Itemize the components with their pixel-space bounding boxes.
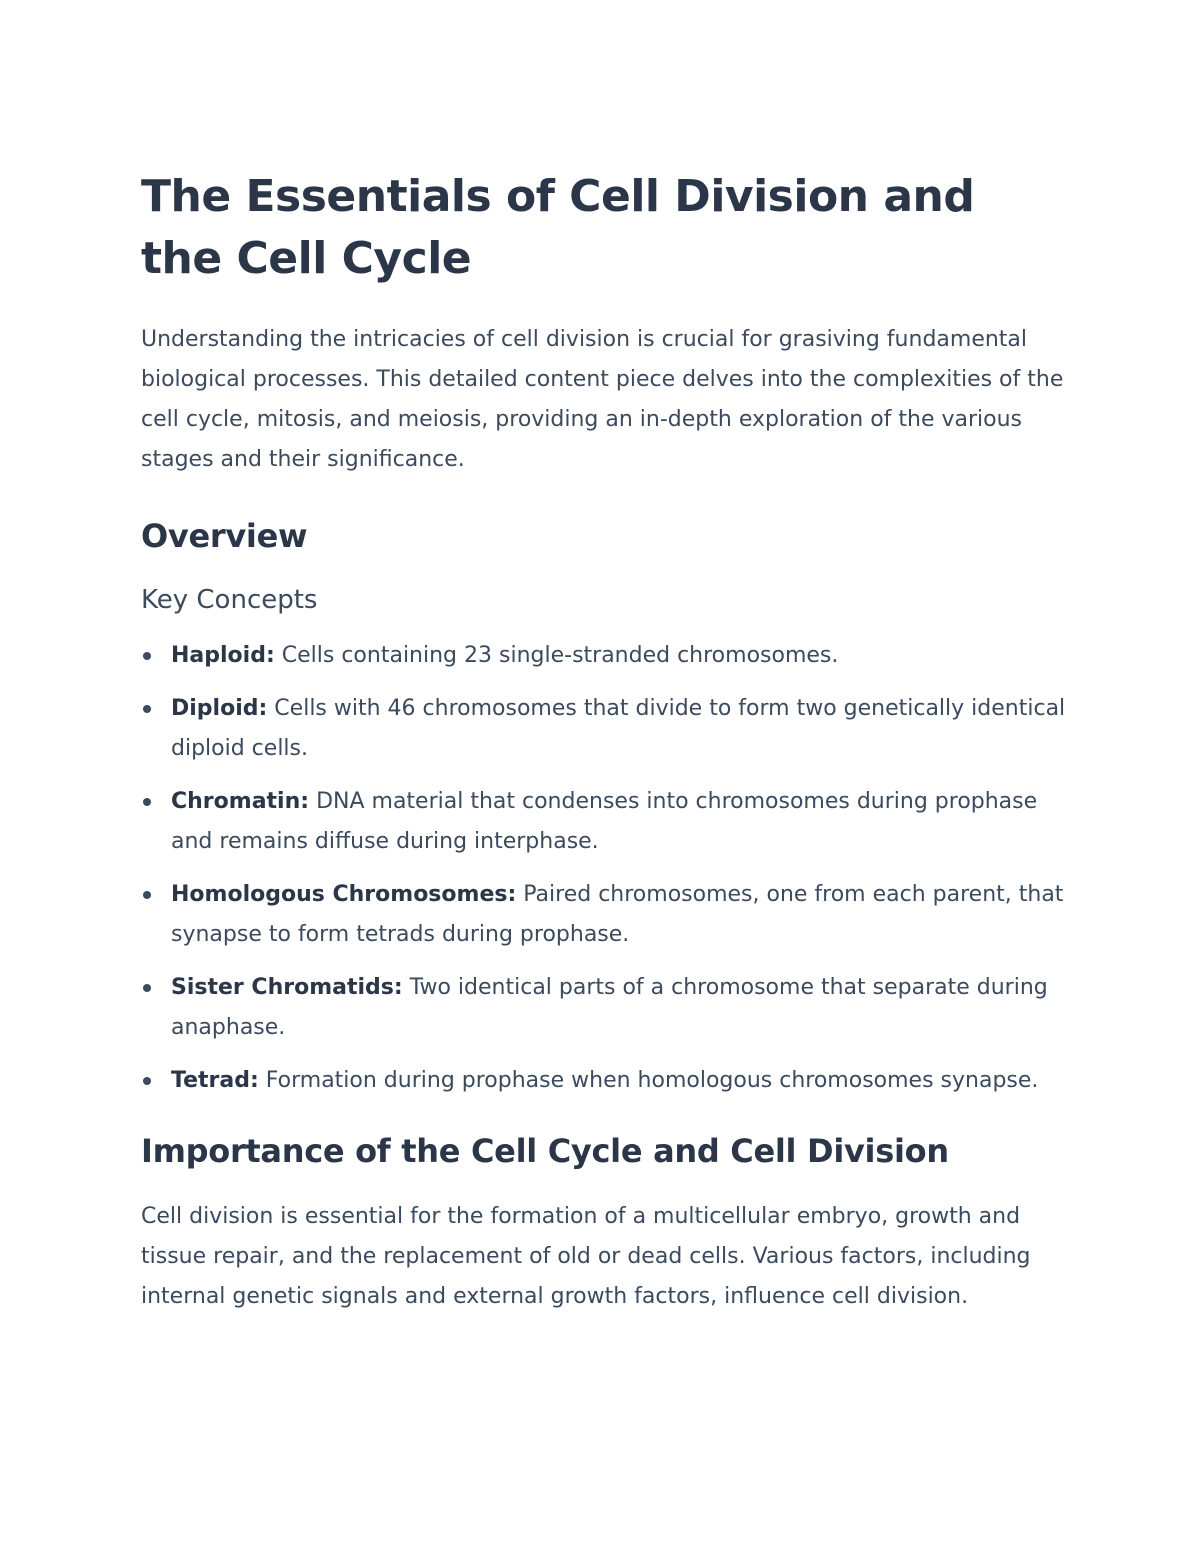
concept-separator: :: [300, 789, 310, 814]
concept-term: Chromatin: [171, 789, 301, 814]
document-page: [141, 166, 1066, 1317]
concept-definition: Cells containing 23 single-stranded chromosomes.: [274, 643, 839, 668]
concept-definition: Formation during prophase when homologous chromosomes synapse.: [258, 1068, 1039, 1093]
concept-term: Homologous Chromosomes: [171, 882, 508, 907]
overview-heading: Overview: [141, 517, 308, 555]
list-item-tetrad: [141, 1061, 1066, 1101]
list-item-sister-chromatids: [141, 968, 1066, 1048]
intro-paragraph: Understanding the intricacies of cell division is crucial for grasiving fundamental biological processes. This detailed content piece delves into the complexities of the cell cycle, mitosis, and meiosis, providing an in-depth exploration of the various stages and their significance.: [141, 327, 1064, 472]
bullet-icon: [143, 984, 151, 992]
importance-paragraph: Cell division is essential for the formation of a multicellular embryo, growth and tissue repair, and the replacement of old or dead cells. Various factors, including internal genetic signals and external growth factors, influence cell division.: [141, 1204, 1031, 1309]
key-concepts-heading: Key Concepts: [141, 585, 318, 615]
list-item-diploid: [141, 689, 1066, 769]
bullet-icon: [143, 652, 151, 660]
list-item-homologous-chromosomes: [141, 875, 1066, 955]
concept-term: Sister Chromatids: [171, 975, 394, 1000]
concept-separator: :: [265, 643, 275, 668]
concept-separator: :: [393, 975, 403, 1000]
list-item-haploid: [141, 636, 1066, 676]
concept-definition: Cells with 46 chromosomes that divide to form two genetically identical diploid cells.: [171, 696, 1066, 761]
importance-heading: Importance of the Cell Cycle and Cell Division: [141, 1132, 949, 1170]
concept-term: Haploid: [171, 643, 266, 668]
concept-separator: :: [249, 1068, 259, 1093]
list-item-chromatin: [141, 782, 1066, 862]
bullet-icon: [143, 1077, 151, 1085]
concept-term: Tetrad: [171, 1068, 250, 1093]
page-title: The Essentials of Cell Division and the Cell Cycle: [141, 171, 975, 284]
bullet-icon: [143, 891, 151, 899]
concept-definition: Paired chromosomes, one from each parent, that synapse to form tetrads during prophase.: [171, 882, 1064, 947]
concept-separator: :: [507, 882, 517, 907]
concept-definition: DNA material that condenses into chromosomes during prophase and remains diffuse during interphase.: [171, 789, 1038, 854]
bullet-icon: [143, 705, 151, 713]
concept-separator: :: [258, 696, 268, 721]
concept-term: Diploid: [171, 696, 259, 721]
key-concepts-list: [141, 636, 1066, 1101]
bullet-icon: [143, 798, 151, 806]
concept-definition: Two identical parts of a chromosome that separate during anaphase.: [171, 975, 1048, 1040]
